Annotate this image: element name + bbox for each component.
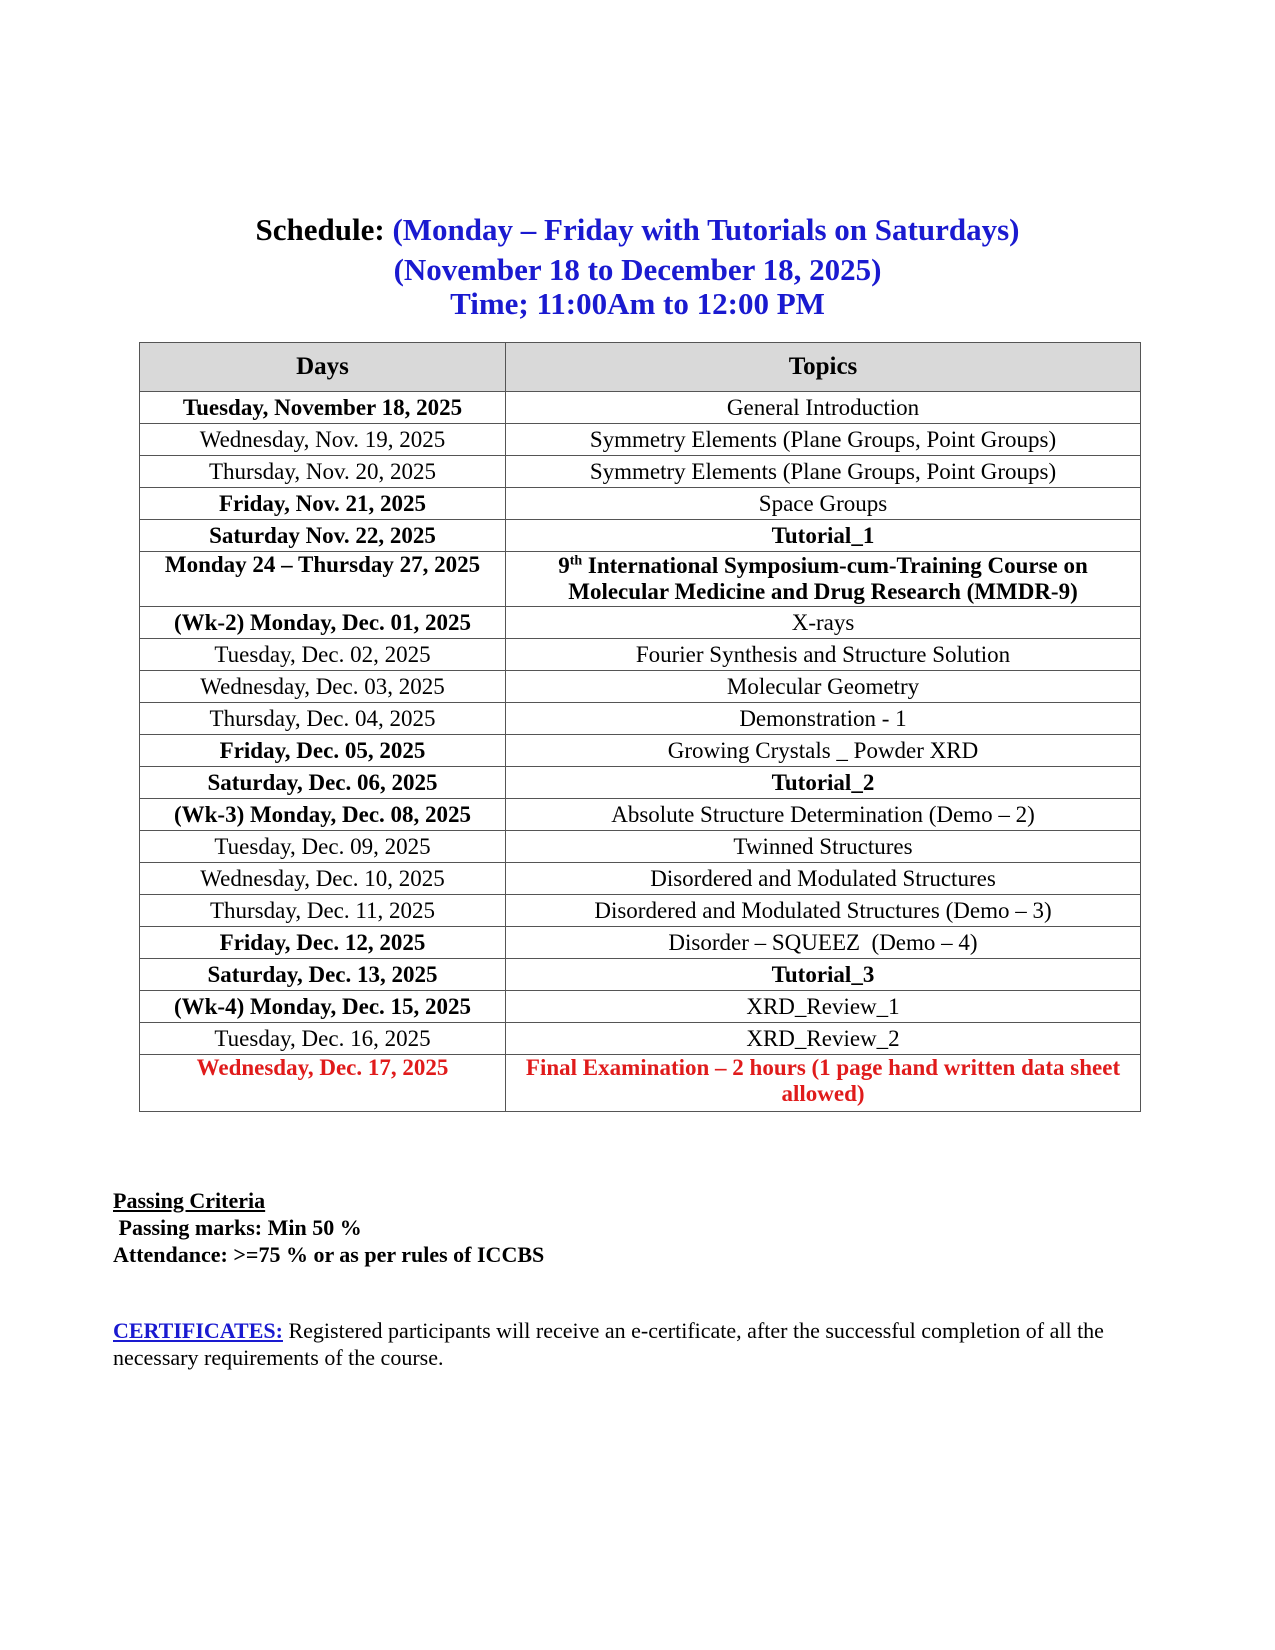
table-row <box>140 831 1141 863</box>
row-topic: Demonstration - 1 <box>506 703 1141 735</box>
criteria-attendance: Attendance: >=75 % or as per rules of ICCBS <box>113 1242 545 1267</box>
table-row <box>140 607 1141 639</box>
row-day: Wednesday, Nov. 19, 2025 <box>140 424 506 456</box>
certificates-text: Registered participants will receive an e-certificate, after the successful completion of all the necessary requirements of the course. <box>113 1318 1104 1370</box>
row-day: Friday, Dec. 05, 2025 <box>140 735 506 767</box>
row-day: (Wk-2) Monday, Dec. 01, 2025 <box>140 607 506 639</box>
row-day: (Wk-3) Monday, Dec. 08, 2025 <box>140 799 506 831</box>
row-day: Saturday, Dec. 06, 2025 <box>140 767 506 799</box>
table-row <box>140 424 1141 456</box>
table-row <box>140 639 1141 671</box>
table-row <box>140 703 1141 735</box>
schedule-time: Time; 11:00Am to 12:00 PM <box>450 286 825 321</box>
table-row <box>140 767 1141 799</box>
column-header-days: Days <box>140 343 506 392</box>
row-topic: XRD_Review_2 <box>506 1023 1141 1055</box>
schedule-date-range: (November 18 to December 18, 2025) <box>393 252 882 287</box>
table-row-final-exam <box>140 1055 1141 1112</box>
row-topic: Twinned Structures <box>506 831 1141 863</box>
row-day: Thursday, Nov. 20, 2025 <box>140 456 506 488</box>
table-row <box>140 959 1141 991</box>
schedule-title <box>0 213 1275 247</box>
row-day: Tuesday, Dec. 02, 2025 <box>140 639 506 671</box>
row-day: Wednesday, Dec. 17, 2025 <box>140 1055 506 1112</box>
row-day: Tuesday, Dec. 16, 2025 <box>140 1023 506 1055</box>
row-day: Wednesday, Dec. 10, 2025 <box>140 863 506 895</box>
row-day: Saturday Nov. 22, 2025 <box>140 520 506 552</box>
row-topic: Disordered and Modulated Structures (Demo – 3) <box>506 895 1141 927</box>
table-row <box>140 735 1141 767</box>
criteria-title: Passing Criteria <box>113 1188 266 1213</box>
table-row <box>140 1023 1141 1055</box>
column-header-topics: Topics <box>506 343 1141 392</box>
row-day: Thursday, Dec. 11, 2025 <box>140 895 506 927</box>
row-topic: XRD_Review_1 <box>506 991 1141 1023</box>
row-topic: Tutorial_1 <box>506 520 1141 552</box>
row-topic: X-rays <box>506 607 1141 639</box>
row-day: Friday, Nov. 21, 2025 <box>140 488 506 520</box>
row-topic: Symmetry Elements (Plane Groups, Point Groups) <box>506 424 1141 456</box>
certificates-label: CERTIFICATES: <box>113 1318 283 1343</box>
row-topic: Space Groups <box>506 488 1141 520</box>
topic-ordinal-suffix: th <box>569 553 583 569</box>
table-row <box>140 927 1141 959</box>
row-topic: Tutorial_2 <box>506 767 1141 799</box>
schedule-label: Schedule: <box>255 212 385 247</box>
table-row <box>140 520 1141 552</box>
table-row <box>140 863 1141 895</box>
row-topic: Molecular Geometry <box>506 671 1141 703</box>
row-topic: Final Examination – 2 hours (1 page hand written data sheet allowed) <box>506 1055 1141 1112</box>
table-row <box>140 991 1141 1023</box>
row-day: Friday, Dec. 12, 2025 <box>140 927 506 959</box>
row-topic <box>506 552 1141 607</box>
schedule-table <box>139 342 1141 1112</box>
table-row <box>140 456 1141 488</box>
topic-ordinal: 9 <box>558 553 570 578</box>
table-row <box>140 552 1141 607</box>
passing-criteria <box>113 1187 544 1268</box>
row-topic: Disorder – SQUEEZ (Demo – 4) <box>506 927 1141 959</box>
certificates-section <box>113 1317 1173 1371</box>
row-day: Saturday, Dec. 13, 2025 <box>140 959 506 991</box>
row-day: Monday 24 – Thursday 27, 2025 <box>140 552 506 607</box>
row-topic: Fourier Synthesis and Structure Solution <box>506 639 1141 671</box>
topic-text: International Symposium-cum-Training Course on Molecular Medicine and Drug Research (MMDR-9) <box>568 553 1088 604</box>
row-topic: Growing Crystals _ Powder XRD <box>506 735 1141 767</box>
table-header-row <box>140 343 1141 392</box>
table-row <box>140 392 1141 424</box>
row-day: (Wk-4) Monday, Dec. 15, 2025 <box>140 991 506 1023</box>
row-day: Tuesday, November 18, 2025 <box>140 392 506 424</box>
row-topic: Absolute Structure Determination (Demo – 2) <box>506 799 1141 831</box>
row-topic: Tutorial_3 <box>506 959 1141 991</box>
row-topic: Symmetry Elements (Plane Groups, Point Groups) <box>506 456 1141 488</box>
row-day: Thursday, Dec. 04, 2025 <box>140 703 506 735</box>
row-topic: Disordered and Modulated Structures <box>506 863 1141 895</box>
criteria-marks: Passing marks: Min 50 % <box>113 1215 362 1240</box>
row-day: Tuesday, Dec. 09, 2025 <box>140 831 506 863</box>
table-row <box>140 671 1141 703</box>
schedule-detail: (Monday – Friday with Tutorials on Saturdays) <box>392 212 1020 247</box>
table-row <box>140 488 1141 520</box>
table-row <box>140 895 1141 927</box>
row-topic: General Introduction <box>506 392 1141 424</box>
table-row <box>140 799 1141 831</box>
row-day: Wednesday, Dec. 03, 2025 <box>140 671 506 703</box>
